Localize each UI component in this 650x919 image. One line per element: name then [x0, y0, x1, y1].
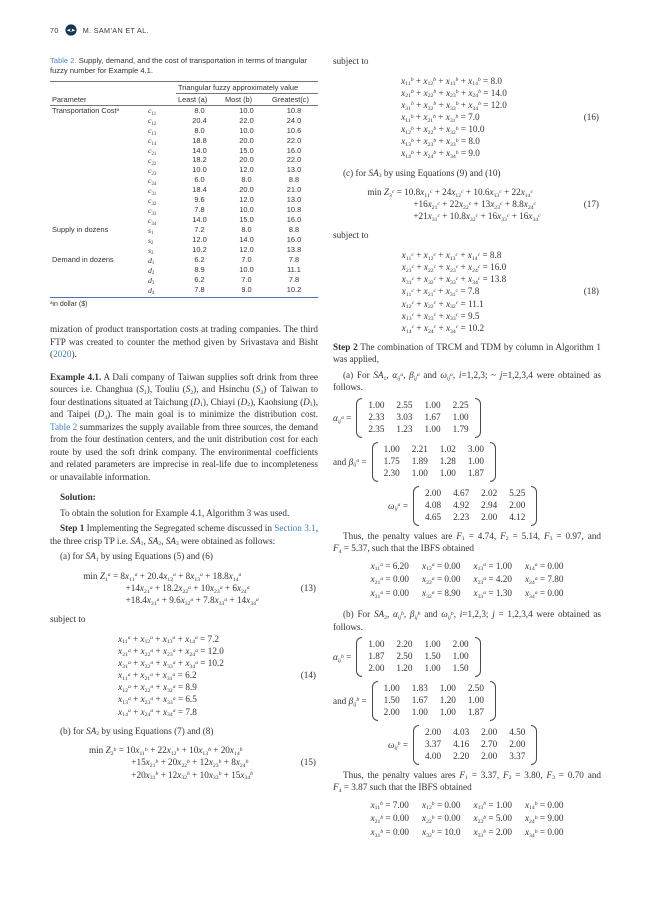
right-column: [333, 52, 601, 847]
matrix-values: 1.00 2.21 1.02 3.00 1.75 1.89 1.28 1.00 2.30 1.00 1.00 1.87: [383, 443, 484, 478]
matrix-omega-b: [388, 725, 601, 765]
table-row: $c_{21}$ 14.0 15.0 16.0: [148, 145, 302, 157]
table-row: $c_{31}$ 18.4 20.0 21.0: [148, 185, 302, 197]
matrix-alpha-a: [333, 398, 601, 438]
paragraph-c-sa3: (c) for $SA_3$ by using Equations (9) and (10): [343, 167, 501, 180]
solution-value: $x_{24}^b = 9.00$: [524, 813, 564, 826]
matrix-paren-right: [475, 398, 481, 438]
table-body: [50, 106, 318, 298]
table-row: $c_{24}$ 6.0 8.0 8.8: [148, 175, 300, 187]
equation-number: (16): [583, 112, 599, 122]
solution-value: $x_{31}^b = 0.00$: [370, 827, 410, 839]
inline-link[interactable]: 2020: [53, 349, 72, 360]
matrix-beta-b: [333, 681, 601, 721]
equation-number: (13): [300, 583, 316, 594]
table-caption: [50, 56, 318, 76]
table-row: $c_{14}$ 18.8 20.0 22.0: [148, 135, 302, 147]
table-column-header-row: [50, 94, 318, 106]
equation-number: (15): [300, 757, 316, 768]
matrix-beta-a: [333, 442, 601, 482]
running-head-authors: M. SAM’AN ET AL.: [82, 25, 149, 35]
table-row: $d_4$ 7.8 9.0 10.2: [50, 285, 318, 297]
table-row: $d_2$ 8.9 10.0 11.1: [148, 265, 301, 277]
fuzzy-parameters-table: [50, 81, 318, 298]
subject-to-2: subject to: [333, 56, 369, 66]
solution-value: $x_{13}^a = 1.00$: [473, 560, 512, 573]
equation-14: $x_{11}^a + x_{12}^a + x_{13}^a + x_{14}^a = 7.2$ $x_{21}^a + x_{22}^a + x_{23}^a + x_{24}^a = 12.0$ $x_{31}^a + x_{32}^a + x_{33}^a + x_{34}^a = 10.2$ $x_{11}^a + x_{21}^a + x_{31}^a = 6.2$ $x_{12}^a + x_{22}^a + x_{32}^a = 8.9$ $x_{13}^a + x_{23}^a + x_{33}^a = 6.5$ $x_{14}^a + x_{24}^a + x_{34}^a = 7.8$ (14): [118, 633, 316, 719]
table-row: $c_{12}$ 20.4 22.0 24.0: [148, 115, 302, 127]
ibfs-values-sa2: [371, 799, 564, 840]
solution-value: $x_{12}^b = 0.00$: [422, 799, 461, 812]
matrix-paren-right: [490, 442, 496, 482]
paragraph-b-for-sa2: (b) For $SA_2$, $\alpha_{ij}^b$, $\beta_{ij}^b$ and $\omega_{ij}^b$, i=1,2,3; j = 1,2,3,4 were obtained as follows.: [333, 609, 602, 632]
inline-link[interactable]: Table 2: [50, 421, 78, 432]
solution-value: $x_{34}^a = 0.00$: [524, 588, 564, 600]
paragraph-to-obtain: To obtain the solution for Example 4.1, Algorithm 3 was used.: [60, 507, 290, 518]
matrix-values: 1.00 2.20 1.00 2.00 1.87 2.50 1.50 1.00 2.00 1.20 1.00 1.50: [368, 639, 469, 673]
table-caption-text: Supply, demand, and the cost of transportation in terms of triangular fuzzy number for Example 4.1.: [50, 56, 307, 76]
inline-link[interactable]: Section 3.1: [274, 523, 316, 534]
matrix-values: 2.00 4.67 2.02 5.25 4.08 4.92 2.94 2.00 4.65 2.23 2.00 4.12: [425, 487, 526, 522]
col-header-parameter: Parameter: [50, 94, 176, 106]
col-header-most: Most (b): [223, 94, 270, 106]
table-row: $d_3$ 6.2 7.0 7.8: [148, 275, 300, 287]
table-row: $c_{13}$ 8.0 10.0 10.6: [148, 125, 302, 137]
solution-value: $x_{32}^a = 8.90$: [422, 588, 461, 600]
matrix-omega-a: [388, 486, 601, 526]
solution-value: $x_{23}^a = 4.20$: [473, 574, 512, 587]
subject-to-1: subject to: [50, 614, 86, 625]
paragraph-a-for-sa1: (a) For $SA_1$, $\alpha_{ij}^a$, $\beta_{ij}^a$ and $\omega_{ij}^a$, i=1,2,3; ~ j=1,2,3,4 were obtained as follows.: [333, 369, 601, 393]
table-row: $c_{33}$ 7.8 10.0 10.8: [148, 205, 302, 217]
left-column: [50, 56, 318, 788]
ibfs-values-sa1: [371, 560, 564, 601]
paragraph-step-1: Step 1 Implementing the Segregated scheme discussed in Section 3.1, the three crisp TP i.e. $SA_1$, $SA_2$, $SA_3$ were obtained as follows:: [50, 523, 318, 548]
solution-value: $x_{12}^a = 0.00$: [422, 560, 461, 573]
paragraph-a-sa1: (a) for $SA_1$ by using Equations (5) and (6): [60, 551, 213, 563]
solution-value: $x_{34}^b = 0.00$: [524, 827, 564, 839]
solution-value: $x_{32}^b = 10.0$: [422, 827, 461, 839]
col-header-least: Least (a): [176, 94, 223, 106]
solution-value: $x_{33}^b = 2.00$: [473, 827, 512, 839]
matrix-paren-right: [490, 681, 496, 721]
table-row: Demand in dozens $d_1$ 6.2 7.0 7.8: [52, 255, 300, 267]
equation-18: $x_{11}^c + x_{12}^c + x_{13}^c + x_{14}^c = 8.8$ $x_{21}^c + x_{22}^c + x_{23}^c + x_{24}^c = 16.0$ $x_{31}^c + x_{32}^c + x_{33}^c + x_{34}^c = 13.8$ $x_{11}^c + x_{21}^c + x_{31}^c = 7.8$ $x_{12}^c + x_{22}^c + x_{32}^c = 11.1$ $x_{13}^c + x_{23}^c + x_{33}^c = 9.5$ $x_{14}^c + x_{24}^c + x_{34}^c = 10.2$ (18): [401, 249, 599, 335]
matrix-values: 1.00 2.55 1.00 2.25 2.33 3.03 1.67 1.00 2.35 1.23 1.00 1.79: [368, 400, 469, 434]
equation-number: (18): [583, 286, 599, 297]
table-group-header: Triangular fuzzy approximately value: [176, 82, 318, 94]
matrix-label: and $\beta_{ij}^b$ =: [333, 695, 367, 708]
table-row: $s_2$ 12.0 14.0 16.0: [148, 235, 302, 247]
table-row: $c_{23}$ 10.0 12.0 13.0: [148, 165, 302, 177]
table-row: $c_{22}$ 18.2 20.0 22.0: [148, 155, 302, 167]
table-footnote: [50, 301, 318, 308]
table-group-header-row: [50, 82, 318, 94]
solution-value: $x_{11}^b = 7.00$: [370, 799, 409, 812]
footnote-text: in dollar ($): [52, 301, 88, 309]
equation-number: (14): [300, 670, 316, 681]
table-row: Supply in dozens $s_1$ 7.2 8.0 8.8: [52, 225, 300, 237]
solution-value: $x_{14}^b = 0.00$: [524, 799, 564, 812]
solution-value: $x_{21}^a = 0.00$: [370, 574, 410, 587]
table-row: Transportation Cost$^a$ $c_{11}$ 8.0 10.0 10.8: [52, 105, 302, 117]
matrix-paren-right: [475, 637, 481, 677]
solution-value: $x_{22}^a = 0.00$: [422, 574, 461, 587]
table-2-block: [50, 56, 318, 308]
paragraph-penalty-a: Thus, the penalty values are $F_1 = 4.74$, $F_2 = 5.14$, $F_3 = 0.97$, and $F_4 = 5.37$, such that the IBFS obtained: [333, 530, 602, 555]
table-row: $s_3$ 10.2 12.0 13.8: [148, 245, 302, 257]
matrix-label: $\alpha_{ij}^a$ =: [333, 412, 352, 425]
footnote-marker: a: [50, 300, 53, 306]
matrix-values: 1.00 1.83 1.00 2.50 1.50 1.67 1.20 1.00 2.00 1.00 1.00 1.87: [383, 682, 484, 717]
matrix-paren-right: [531, 486, 537, 526]
solution-value: $x_{31}^a = 0.00$: [370, 588, 410, 600]
solution-heading: Solution:: [60, 492, 96, 503]
paragraph-step-2: Step 2 The combination of TRCM and TDM by column in Algorithm 1 was applied,: [333, 341, 602, 365]
solution-value: $x_{23}^b = 5.00$: [473, 813, 512, 826]
equation-13: $\min Z_1^a = 8x_{11}^a + 20.4x_{12}^a + 8x_{13}^a + 18.8x_{14}^a$ $+14x_{21}^a + 18.2x_{22}^a + 10x_{23}^a + 6x_{24}^a$ $+18.4x_{31}^a + 9.6x_{32}^a + 7.8x_{33}^a + 14x_{34}^a$ (13): [83, 570, 316, 607]
table-caption-label[interactable]: Table 2.: [50, 56, 77, 65]
solution-value: $x_{33}^a = 1.30$: [473, 588, 512, 600]
solution-value: $x_{24}^a = 7.80$: [524, 574, 564, 587]
subject-to-3: subject to: [333, 230, 369, 241]
paragraph-penalty-b: Thus, the penalty values ares $F_1 = 3.37$, $F_2 = 3.80$, $F_3 = 0.70$ and $F_4 = 3.87$ such that the IBFS obtained: [333, 769, 602, 794]
matrix-label: and $\beta_{ij}^a$ =: [333, 456, 367, 469]
page-header: [50, 24, 149, 36]
publisher-logo-icon: [65, 24, 77, 36]
table-row: $c_{34}$ 14.0 15.0 16.0: [148, 215, 302, 227]
solution-value: $x_{14}^a = 0.00$: [524, 560, 564, 573]
matrix-label: $\alpha_{ij}^b$ =: [333, 651, 352, 664]
page-number: 70: [50, 25, 59, 35]
paragraph-b-sa2: (b) for $SA_2$ by using Equations (7) and (8): [60, 725, 214, 738]
paragraph-mization: mization of product transportation costs at trading companies. The third FTP was created to counter the method given by Srivastava and Bisht (2020).: [50, 324, 318, 360]
matrix-label: $\omega_{ij}^a$ =: [388, 500, 408, 513]
solution-value: $x_{21}^b = 0.00$: [370, 813, 410, 826]
paragraph-example-4-1: Example 4.1. A Dali company of Taiwan supplies soft drink from three sources i.e. Changhua $(S_1)$, Touliu $(S_2)$, and Hsinchu $(S_3)$ of Taiwan to four destinations situated at Taichung $(D_1)$, Chiayi $(D_2)$, Kaohsiung $(D_3)$, and Taipei $(D_4)$. The main goal is to minimize the distribution cost. Table 2 summarizes the supply available from three sources, the demand from the four destination centers, and the unit distribution cost for each route by used the soft drink company. The environmental coefficients and related parameters are imprecise in real-life due to incompleteness or unavailable information.: [50, 371, 319, 482]
equation-15: $\min Z_2^b = 10x_{11}^b + 22x_{12}^b + 10x_{13}^b + 20x_{14}^b$ $+15x_{21}^b + 20x_{22}^b + 12x_{23}^b + 8x_{24}^b$ $+20x_{31}^b + 12x_{32}^b + 10x_{33}^b + 15x_{34}^b$ (15): [88, 745, 316, 782]
solution-value: $x_{11}^a = 6.20$: [370, 560, 409, 573]
equation-17: $\min Z_3^c = 10.8x_{11}^c + 24x_{12}^c + 10.6x_{13}^c + 22x_{14}^c$ $+16x_{21}^c + 22x_{22}^c + 13x_{23}^c + 8.8x_{24}^c$ $+21x_{31}^c + 10.8x_{32}^c + 16x_{33}^c + 16x_{34}^c$ (17): [367, 187, 599, 223]
solution-value: $x_{22}^b = 0.00$: [422, 813, 461, 826]
solution-value: $x_{13}^b = 1.00$: [473, 799, 512, 812]
matrix-alpha-b: [333, 637, 601, 677]
col-header-greatest: Greatest(c): [270, 94, 318, 106]
equation-number: (17): [583, 199, 599, 210]
matrix-label: $\omega_{ij}^b$ =: [388, 739, 408, 752]
equation-16: $x_{11}^b + x_{12}^b + x_{13}^b + x_{14}^b = 8.0$ $x_{21}^b + x_{22}^b + x_{23}^b + x_{24}^b = 14.0$ $x_{31}^b + x_{32}^b + x_{33}^b + x_{34}^b = 12.0$ $x_{11}^b + x_{21}^b + x_{31}^b = 7.0$ $x_{12}^b + x_{22}^b + x_{32}^b = 10.0$ $x_{13}^b + x_{23}^b + x_{33}^b = 8.0$ $x_{14}^b + x_{24}^b + x_{34}^b = 9.0$ (16): [401, 75, 599, 161]
matrix-values: 2.00 4.03 2.00 4.50 3.37 4.16 2.70 2.00 4.00 2.20 2.00 3.37: [425, 726, 526, 761]
table-row: $c_{32}$ 9.6 12.0 13.0: [148, 195, 302, 207]
matrix-paren-right: [531, 725, 537, 765]
